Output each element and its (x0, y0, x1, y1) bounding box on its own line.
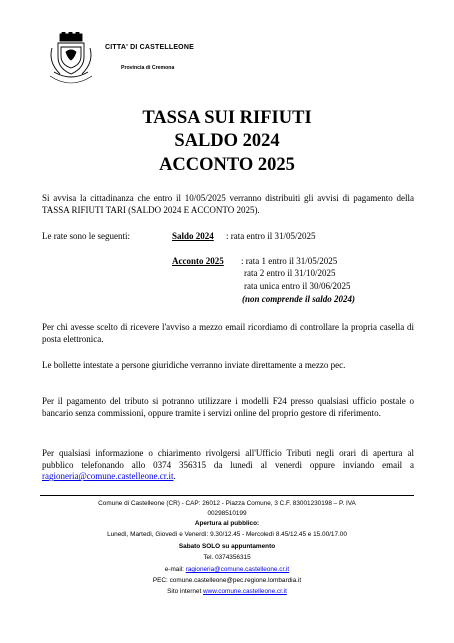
saldo-due-date: : rata entro il 31/05/2025 (226, 231, 316, 241)
footer-address: Comune di Castelleone (CR) - CAP: 26012 - Piazza Comune, 3 C.F. 83001230198 – P. IVA (98, 500, 356, 507)
acconto-rate-1: : rata 1 entro il 31/05/2025 (241, 256, 338, 266)
contact-text: Per qualsiasi informazione o chiarimento rivolgersi all'Ufficio Tributi negli orari di apertura al pubblico telefonando allo 0374 356315 da lunedì al venerdì oppure inviando email a (42, 448, 414, 470)
footer-site-line (40, 587, 414, 597)
footer-site-label: Sito internet (167, 588, 204, 595)
rates-label: Le rate sono le seguenti: (42, 231, 130, 241)
contact-email-link[interactable]: ragioneria@comune.castelleone.cr.it (42, 471, 174, 482)
pec-notice-paragraph: Le bollette intestate a persone giuridiche verranno inviate direttamente a mezzo pec. (42, 360, 346, 370)
acconto-note: (non comprende il saldo 2024) (242, 294, 356, 304)
footer-email-line (40, 565, 414, 575)
acconto-label: Acconto 2025 (172, 256, 224, 266)
footer-email-label: e-mail: (164, 566, 186, 573)
title-line-1: TASSA SUI RIFIUTI (142, 108, 312, 128)
title-line-2: SALDO 2024 (174, 131, 280, 151)
footer-opening-hours: Lunedì, Martedì, Giovedì e Venerdì: 9.30/12.45 - Mercoledì 8.45/12.45 e 15.00/17.00 (107, 531, 347, 538)
contact-end: . (173, 471, 176, 482)
footer-site-link[interactable]: www.comune.castelleone.cr.it (203, 588, 287, 595)
footer-vat: 00298510199 (207, 510, 247, 517)
city-name: CITTA' DI CASTELLEONE (105, 44, 194, 51)
castelleone-coat-of-arms-icon (46, 32, 96, 88)
footer-opening-label: Apertura al pubblico: (194, 520, 260, 527)
footer-phone: Tel. 0374356315 (203, 554, 251, 561)
province-name: Provincia di Cremona (121, 65, 175, 71)
email-notice-paragraph: Per chi avesse scelto di ricevere l'avviso a mezzo email ricordiamo di controllare la propria casella di posta elettronica. (42, 322, 414, 344)
acconto-rate-single: rata unica entro il 30/06/2025 (244, 281, 351, 291)
footer-divider (40, 495, 414, 496)
footer-pec: PEC: comune.castelleone@pec.regione.lombardia.it (152, 577, 302, 584)
footer-saturday-note: Sabato SOLO su appuntamento (178, 543, 276, 550)
contact-paragraph (42, 448, 414, 483)
intro-paragraph: Si avvisa la cittadinanza che entro il 10/05/2025 verranno distribuiti gli avvisi di pagamento della TASSA RIFIUTI TARI (SALDO 2024 E ACCONTO 2025). (42, 193, 414, 215)
acconto-rate-2: rata 2 entro il 31/10/2025 (244, 268, 336, 278)
payment-notice-paragraph: Per il pagamento del tributo si potranno utilizzare i modelli F24 presso qualsiasi ufficio postale o bancario senza commissioni, oppure tramite i servizi online del proprio gestore di riferimento. (42, 396, 414, 418)
saldo-label: Saldo 2024 (172, 231, 214, 241)
title-line-3: ACCONTO 2025 (159, 155, 295, 175)
footer-email-link[interactable]: ragioneria@comune.castelleone.cr.it (185, 566, 290, 573)
